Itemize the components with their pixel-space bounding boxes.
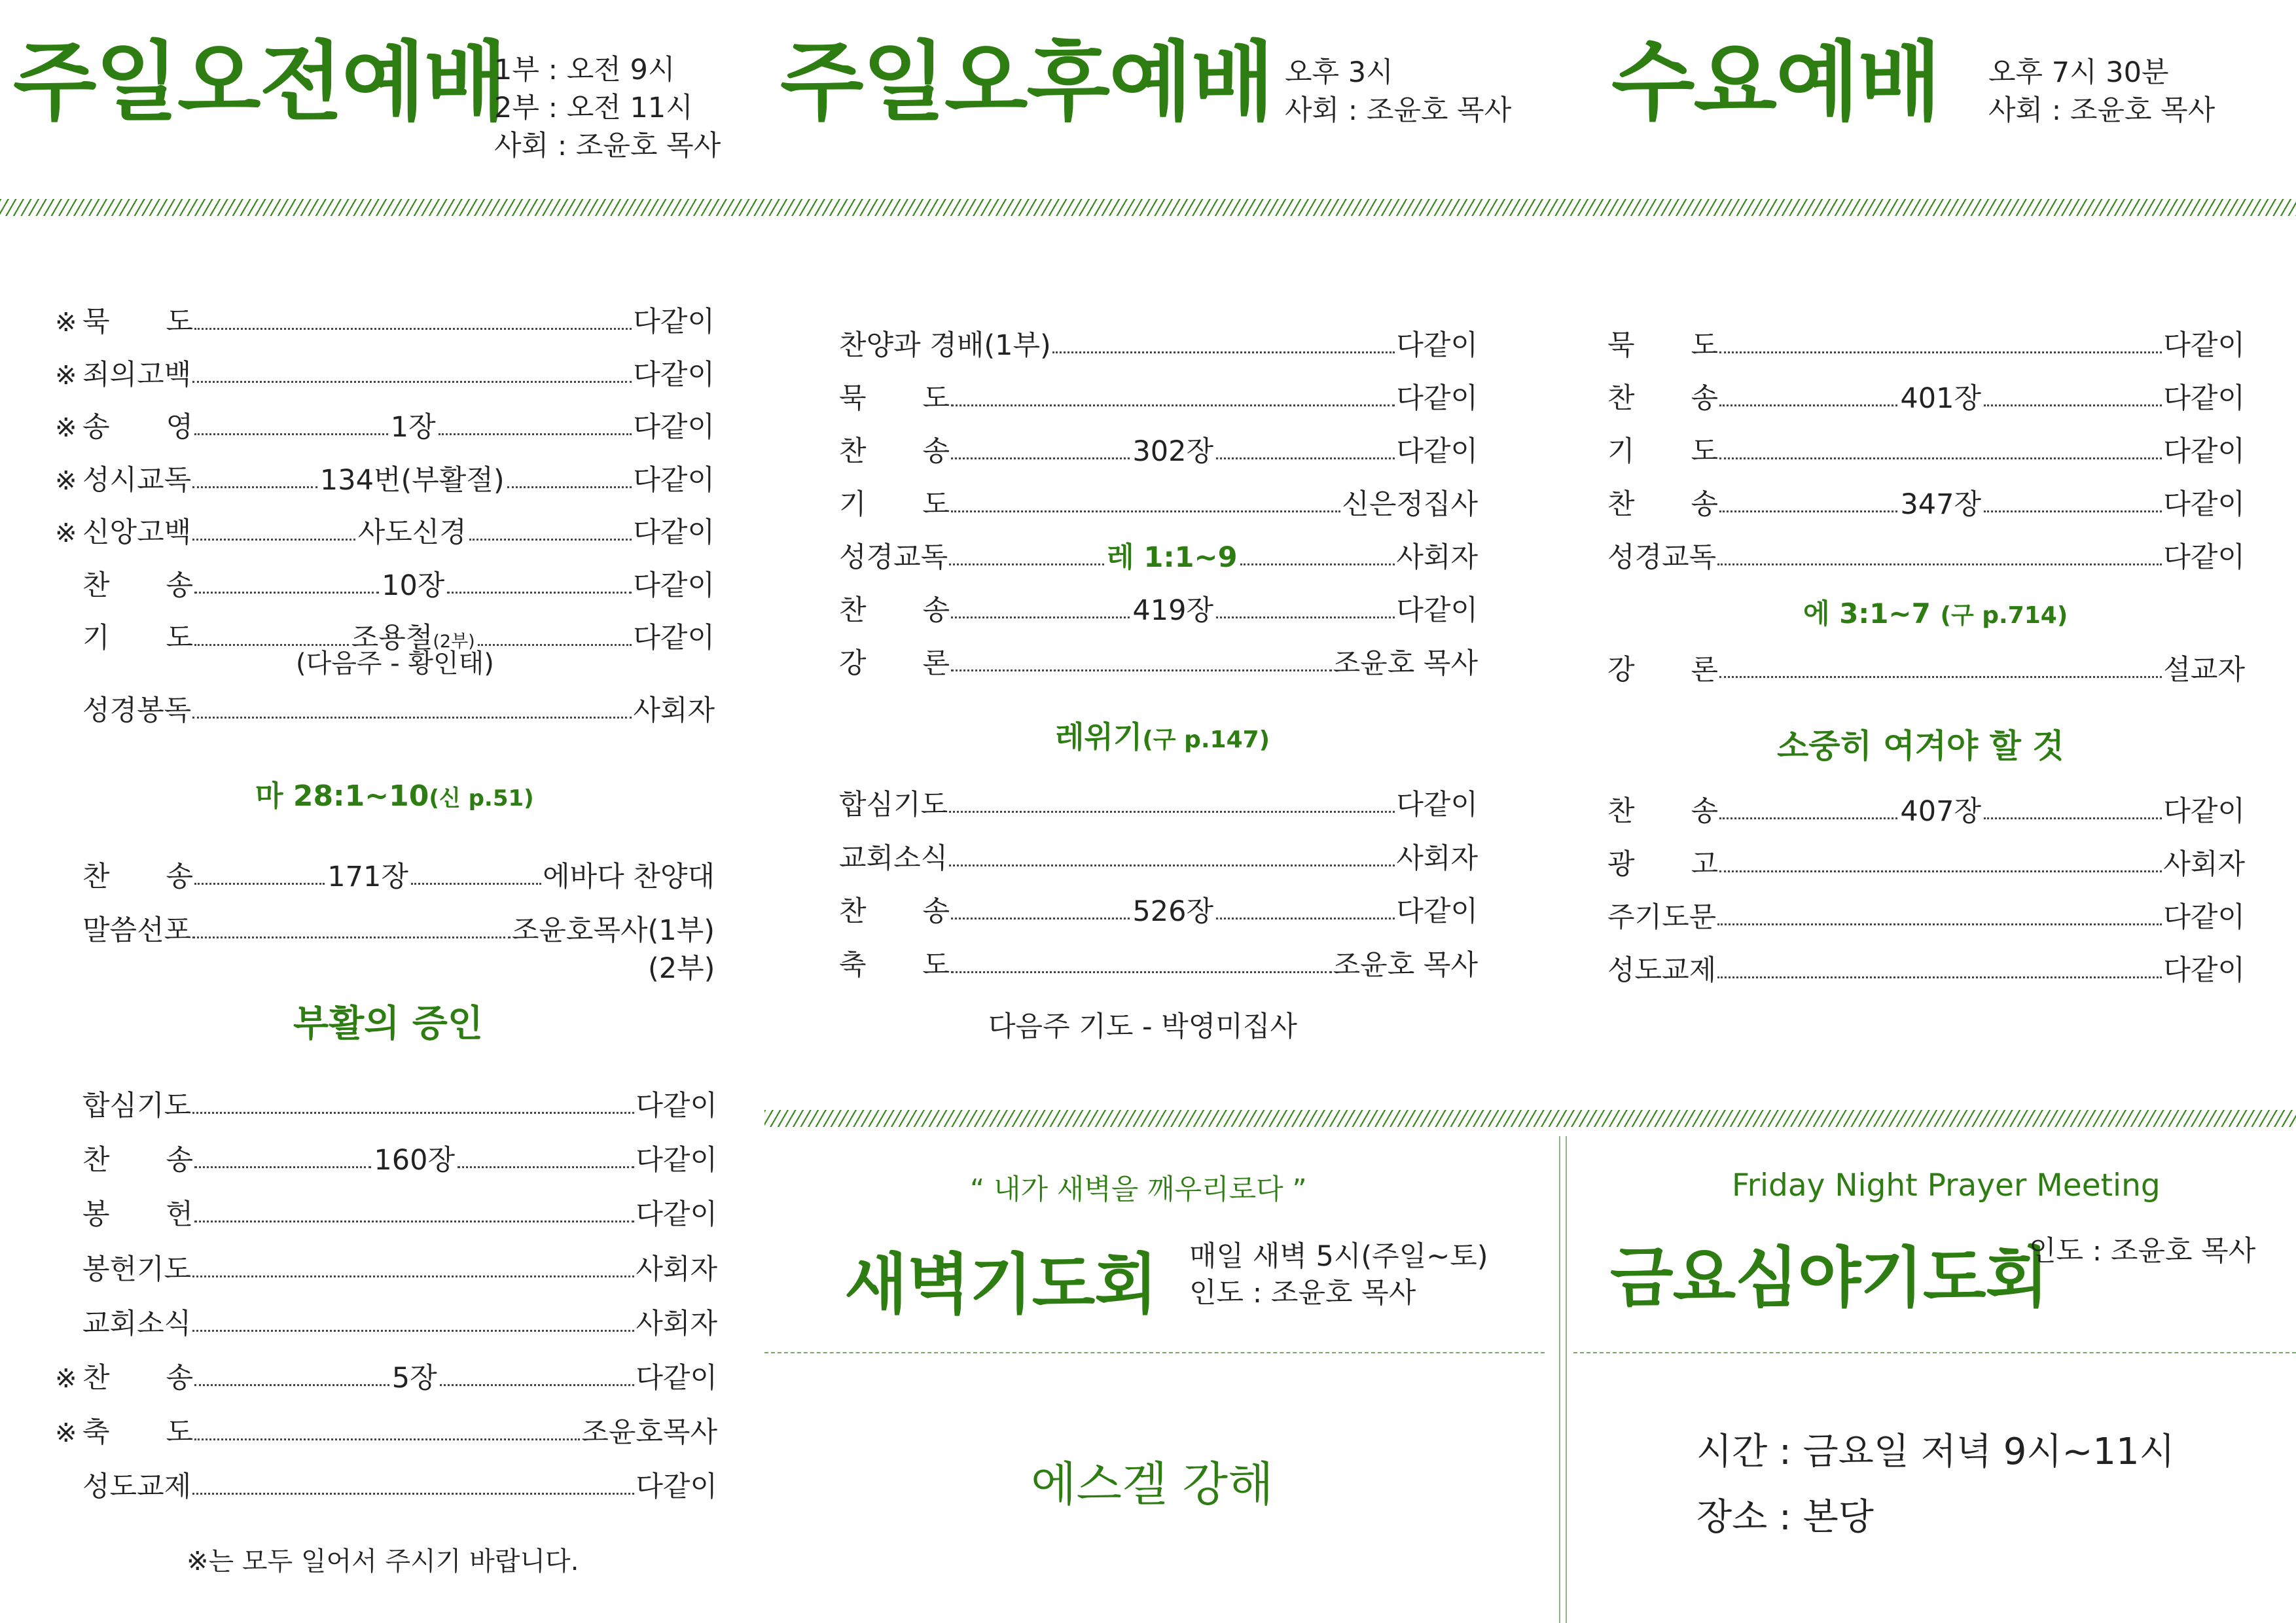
wednesday-time: 오후 7시 30분 (1988, 56, 2169, 89)
item-performer: 다같이 (2163, 795, 2246, 828)
wednesday-order-row (1607, 429, 2245, 469)
item-label: 찬 송 (839, 435, 950, 468)
item-label: 찬 송 (1607, 382, 1719, 415)
item-label: 송 영 (82, 411, 194, 444)
morning-order-row (55, 1356, 717, 1396)
item-detail (1131, 588, 1215, 628)
morning-host: 사회 : 조윤호 목사 (494, 130, 721, 162)
item-label: 찬 송 (82, 1144, 194, 1177)
leader-dots (949, 547, 1104, 567)
afternoon-order-row (839, 535, 1478, 575)
wednesday-host: 사회 : 조윤호 목사 (1988, 94, 2215, 127)
item-label: 성도교제 (1607, 954, 1717, 987)
item-label: 봉 헌 (82, 1198, 194, 1232)
item-performer: 다같이 (1396, 789, 1478, 821)
leader-dots (1717, 547, 2162, 567)
item-detail-text: 조용철 (351, 622, 433, 654)
item-performer: 에바다 찬양대 (543, 861, 715, 893)
wednesday-scripture-ref: 에 3:1~7 (1803, 597, 1931, 630)
dawn-prayer-schedule: 매일 새벽 5시(주일~토) (1189, 1240, 1488, 1273)
dawn-prayer-leader: 인도 : 조윤호 목사 (1189, 1277, 1416, 1310)
leader-dots (1984, 494, 2162, 514)
item-detail-text: 10장 (382, 569, 445, 602)
afternoon-sermon-main: 레위기 (1055, 719, 1143, 755)
leader-dots (1216, 441, 1395, 461)
item-performer: 사회자 (2163, 848, 2245, 881)
leader-dots (949, 794, 1395, 814)
wednesday-order-row (1607, 648, 2245, 688)
item-detail (389, 405, 437, 445)
leader-dots (951, 653, 1332, 673)
item-performer: 다같이 (636, 1090, 717, 1122)
afternoon-order-row (839, 836, 1478, 876)
item-label: 성경봉독 (82, 694, 192, 727)
standing-footnote: ※는 모두 일어서 주시기 바랍니다. (187, 1546, 579, 1577)
item-performer: 다같이 (2163, 382, 2246, 415)
morning-sermon-title: 부활의 증인 (293, 1003, 483, 1045)
leader-dots (192, 470, 317, 490)
leader-dots (194, 312, 632, 331)
wednesday-order-row (1607, 482, 2245, 522)
dawn-prayer-series: 에스겔 강해 (1031, 1457, 1274, 1512)
item-performer: 다같이 (636, 1362, 718, 1395)
morning-order-row (55, 1302, 717, 1342)
item-performer: 조윤호 목사 (1333, 647, 1478, 680)
wednesday-order-row (1607, 789, 2245, 829)
morning-order-row (55, 510, 715, 550)
item-performer: 다같이 (636, 1471, 717, 1504)
bottom-divider (764, 1110, 2296, 1127)
morning-service-title: 주일오전예배 (13, 32, 507, 133)
leader-dots (1719, 441, 2162, 461)
friday-prayer-leader: 인도 : 조윤호 목사 (2029, 1235, 2256, 1268)
leader-dots (1984, 801, 2162, 821)
item-performer: 다같이 (2163, 329, 2245, 362)
leader-dots (951, 600, 1130, 620)
item-performer: 다같이 (633, 569, 715, 602)
item-detail-text: 302장 (1132, 435, 1214, 468)
item-label: 합심기도 (82, 1090, 192, 1122)
item-label: 성경교독 (1607, 541, 1717, 574)
leader-dots (192, 1476, 634, 1496)
item-detail (1105, 535, 1239, 575)
friday-prayer-place: 장소 : 본당 (1696, 1496, 1874, 1539)
item-label: 합심기도 (839, 789, 948, 821)
leader-dots (951, 901, 1130, 921)
item-label: 봉헌기도 (82, 1253, 192, 1286)
leader-dots (194, 1368, 389, 1387)
leader-dots (447, 575, 632, 595)
afternoon-order-row (839, 889, 1478, 929)
leader-dots (192, 522, 355, 542)
item-label: 교회소식 (82, 1307, 192, 1340)
item-performer: 조윤호목사 (581, 1416, 717, 1450)
item-label: 말씀선포 (82, 914, 192, 947)
item-performer: 다같이 (633, 622, 715, 654)
item-label: 찬 송 (82, 1362, 194, 1395)
item-label: 교회소식 (839, 842, 948, 875)
leader-dots (1216, 901, 1395, 921)
item-label: 성도교제 (82, 1471, 192, 1504)
item-detail-text: 134번(부활절) (319, 463, 505, 497)
morning-time-2: 2부 : 오전 11시 (494, 92, 693, 124)
leader-dots (469, 522, 632, 542)
morning-order-row (82, 688, 715, 728)
morning-order-row (55, 1465, 717, 1505)
item-performer: 사회자 (633, 694, 715, 727)
item-label: 신앙고백 (82, 516, 192, 549)
wednesday-service-title: 수요예배 (1611, 32, 1941, 133)
leader-dots (1216, 600, 1395, 620)
afternoon-service-times (1285, 54, 1511, 130)
morning-order-row (55, 1138, 717, 1178)
morning-order-row (55, 300, 715, 340)
item-label: 찬양과 경배(1부) (839, 329, 1051, 362)
morning-service-times (494, 51, 721, 165)
leader-dots (194, 575, 379, 595)
standing-mark: ※ (55, 1418, 77, 1449)
leader-dots (194, 1204, 634, 1224)
standing-mark: ※ (55, 360, 77, 391)
item-detail (372, 1138, 456, 1178)
leader-dots (1719, 660, 2162, 679)
item-label: 광 고 (1607, 848, 1719, 881)
item-label: 성경교독 (839, 541, 948, 574)
item-label: 기 도 (1607, 435, 1719, 468)
item-detail-text: 160장 (374, 1144, 456, 1177)
item-performer: 다같이 (2163, 541, 2245, 574)
item-label: 찬 송 (839, 895, 950, 928)
item-label: 묵 도 (82, 306, 194, 338)
item-performer: 다같이 (2163, 954, 2245, 987)
wednesday-scripture-page: (구 p.714) (1940, 602, 2068, 629)
item-label: 기 도 (82, 622, 194, 654)
item-performer: 사회자 (1396, 541, 1478, 574)
item-detail-text: 사도신경 (357, 516, 467, 549)
morning-order-row (55, 405, 715, 445)
morning-order-row (82, 908, 715, 948)
friday-prayer-title: 금요심야기도회 (1610, 1240, 2049, 1316)
item-performer: 다같이 (633, 358, 715, 391)
item-label: 축 도 (839, 948, 950, 982)
afternoon-order-row (839, 588, 1478, 628)
item-detail (1131, 889, 1215, 929)
afternoon-order-row (839, 641, 1478, 681)
morning-order-row (55, 1192, 717, 1232)
afternoon-order-row (839, 482, 1478, 522)
leader-dots (192, 1096, 634, 1115)
leader-dots (192, 700, 632, 720)
item-performer: 사회자 (636, 1253, 717, 1286)
item-performer: 신은정집사 (1342, 488, 1478, 521)
leader-dots (192, 365, 632, 384)
header-divider (0, 199, 2296, 216)
morning-order-row (82, 855, 715, 895)
leader-dots (194, 417, 388, 437)
afternoon-sermon-title (1055, 713, 1270, 757)
item-performer: 다같이 (2163, 901, 2245, 934)
item-detail-text: 407장 (1900, 795, 1982, 828)
item-performer: 조윤호목사(1부) (511, 914, 715, 947)
leader-dots (192, 1259, 634, 1279)
afternoon-order-row (839, 783, 1478, 823)
bottom-vertical-rule-2 (1566, 1136, 1567, 1623)
item-performer: 다같이 (1396, 382, 1478, 415)
friday-prayer-time: 시간 : 금요일 저녁 9시~11시 (1696, 1431, 2175, 1473)
item-label: 주기도문 (1607, 901, 1717, 934)
leader-dots (478, 628, 632, 647)
afternoon-sermon-page: (구 p.147) (1142, 726, 1270, 753)
morning-order-row (55, 1247, 717, 1287)
leader-dots (192, 1313, 634, 1333)
item-performer: 다같이 (633, 463, 715, 497)
item-detail-text: 1장 (390, 411, 436, 444)
item-performer: 다같이 (2163, 435, 2245, 468)
item-label: 축 도 (82, 1416, 194, 1450)
leader-dots (1984, 388, 2162, 408)
leader-dots (1240, 547, 1395, 567)
leader-dots (1719, 801, 1897, 821)
afternoon-next-prayer: 다음주 기도 - 박영미집사 (988, 1010, 1297, 1043)
leader-dots (440, 1368, 635, 1387)
leader-dots (949, 848, 1395, 868)
item-detail-text: 5장 (391, 1362, 437, 1395)
afternoon-order-row (839, 376, 1478, 416)
item-label: 묵 도 (1607, 329, 1719, 362)
leader-dots (1717, 960, 2162, 980)
item-detail (1899, 789, 1982, 829)
wednesday-order-row (1607, 895, 2245, 935)
dawn-prayer-title: 새벽기도회 (844, 1246, 1157, 1323)
item-label: 기 도 (839, 488, 950, 521)
item-detail-text: 419장 (1132, 594, 1214, 627)
wednesday-order-row (1607, 948, 2245, 988)
wednesday-sermon-title: 소중히 여겨야 할 것 (1777, 727, 2064, 765)
morning-order-row (55, 458, 715, 498)
dawn-prayer-quote: “ 내가 새벽을 깨우리로다 ” (970, 1173, 1307, 1206)
item-detail-text: 401장 (1900, 382, 1982, 415)
leader-dots (194, 1150, 371, 1169)
morning-scripture-ref: 마 28:1~10 (255, 779, 429, 813)
item-performer: 다같이 (633, 411, 715, 444)
item-detail (380, 563, 446, 603)
wednesday-scripture (1803, 592, 2068, 632)
morning-scripture-page: (신 p.51) (429, 785, 534, 812)
item-label: 강 론 (839, 647, 950, 680)
item-performer: 다같이 (1396, 594, 1479, 627)
morning-order-row (55, 1410, 717, 1450)
leader-dots (1717, 907, 2162, 927)
leader-dots (457, 1150, 634, 1169)
wednesday-order-row (1607, 376, 2245, 416)
leader-dots (1719, 388, 1897, 408)
leader-dots (1719, 494, 1897, 514)
item-label: 찬 송 (1607, 795, 1719, 828)
dawn-prayer-info (1189, 1238, 1488, 1311)
leader-dots (411, 866, 541, 886)
morning-time-1: 1부 : 오전 9시 (494, 54, 675, 86)
item-detail (1131, 429, 1215, 469)
friday-prayer-subtitle: Friday Night Prayer Meeting (1732, 1168, 2161, 1204)
afternoon-service-title: 주일오후예배 (780, 32, 1274, 133)
standing-mark: ※ (55, 465, 77, 496)
item-performer: 다같이 (2163, 488, 2246, 521)
afternoon-order-row (839, 943, 1478, 983)
standing-mark: ※ (55, 518, 77, 548)
item-performer: 다같이 (1396, 895, 1479, 928)
wednesday-order-row (1607, 535, 2245, 575)
item-detail (1899, 482, 1982, 522)
item-detail (391, 1356, 439, 1396)
morning-sermon-second: (2부) (648, 952, 715, 985)
item-detail-text: 레 1:1~9 (1107, 541, 1238, 574)
item-detail-sub: (2부) (433, 632, 475, 652)
leader-dots (1719, 854, 2162, 874)
item-performer: 사회자 (636, 1307, 717, 1340)
afternoon-order-row (839, 323, 1478, 363)
morning-prayer-next: (다음주 - 황인태) (296, 649, 494, 679)
morning-scripture (255, 772, 534, 814)
item-performer: 다같이 (1396, 329, 1478, 362)
item-label: 찬 송 (82, 861, 194, 893)
friday-prayer-dash (1573, 1352, 2296, 1353)
leader-dots (951, 441, 1130, 461)
item-performer: 다같이 (636, 1144, 718, 1177)
dawn-prayer-dash (764, 1352, 1545, 1353)
item-performer: 다같이 (1396, 435, 1479, 468)
item-performer: 다같이 (633, 306, 715, 338)
item-label: 성시교독 (82, 463, 192, 497)
item-label: 강 론 (1607, 654, 1719, 687)
item-detail-text: 347장 (1900, 488, 1982, 521)
leader-dots (439, 417, 632, 437)
afternoon-order-row (839, 429, 1478, 469)
morning-order-row (55, 1084, 717, 1124)
wednesday-service-times (1988, 54, 2215, 130)
leader-dots (951, 494, 1340, 514)
leader-dots (951, 388, 1395, 408)
item-performer: 설교자 (2163, 654, 2245, 687)
item-detail-text: 171장 (327, 861, 408, 893)
wednesday-order-row (1607, 842, 2245, 882)
item-detail (1899, 376, 1982, 416)
afternoon-time: 오후 3시 (1285, 56, 1393, 89)
item-detail (357, 510, 468, 550)
morning-order-row (55, 563, 715, 603)
item-detail-text: 526장 (1132, 895, 1214, 928)
item-label: 찬 송 (82, 569, 194, 602)
item-label: 찬 송 (1607, 488, 1719, 521)
leader-dots (192, 920, 511, 940)
leader-dots (194, 1422, 580, 1442)
item-label: 찬 송 (839, 594, 950, 627)
leader-dots (507, 470, 632, 490)
morning-order-row (55, 353, 715, 393)
item-performer: 다같이 (636, 1198, 717, 1232)
afternoon-host: 사회 : 조윤호 목사 (1285, 94, 1512, 127)
leader-dots (194, 866, 325, 886)
leader-dots (1719, 335, 2162, 355)
leader-dots (1052, 335, 1395, 355)
standing-mark: ※ (55, 413, 77, 443)
standing-mark: ※ (55, 1364, 77, 1394)
bottom-vertical-rule-1 (1559, 1136, 1560, 1623)
wednesday-order-row (1607, 323, 2245, 363)
item-label: 죄의고백 (82, 358, 192, 391)
item-performer: 조윤호 목사 (1333, 948, 1478, 982)
item-performer: 사회자 (1396, 842, 1478, 875)
item-detail (319, 458, 506, 498)
leader-dots (951, 955, 1332, 974)
standing-mark: ※ (55, 308, 77, 338)
item-detail (326, 855, 410, 895)
item-performer: 다같이 (633, 516, 715, 549)
item-label: 묵 도 (839, 382, 950, 415)
